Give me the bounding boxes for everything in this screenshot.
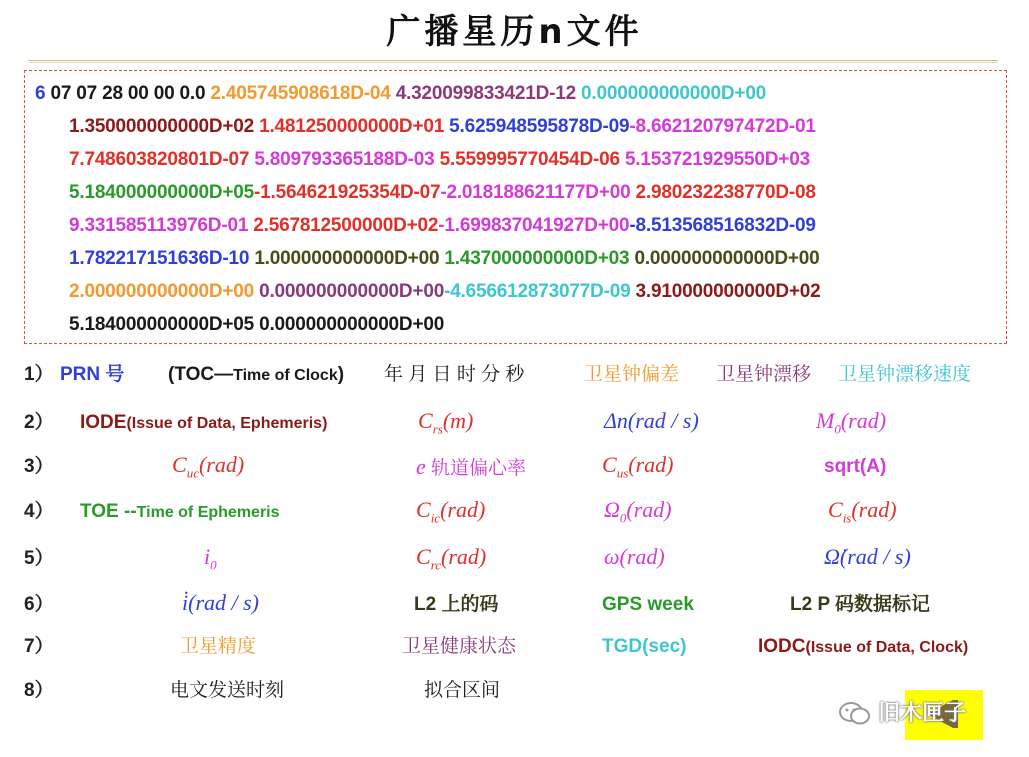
toc-close: )	[337, 364, 345, 385]
omega-unit: (rad)	[619, 544, 665, 569]
data-line-5	[69, 210, 816, 242]
data-line-2	[69, 111, 816, 143]
iodc-description: (Issue of Data, Clock)	[805, 639, 969, 656]
data-value-segment: 1.782217151636D-10	[69, 248, 250, 269]
row-5-number: 5）	[24, 548, 54, 569]
idot-symbol: i̇	[182, 590, 189, 615]
crc-label	[416, 545, 486, 577]
watermark-text: 旧木匣子	[878, 700, 967, 725]
transmission-time-label: 电文发送时刻	[170, 680, 285, 701]
data-value-segment: -1.699837041927D+00	[438, 215, 630, 236]
l2p-flag-label: L2 P 码数据标记	[790, 594, 931, 615]
eccentricity-text: 轨道偏心率	[425, 458, 527, 479]
row-6-number: 6）	[24, 594, 54, 615]
eccentricity-symbol: e	[416, 454, 426, 479]
m0-unit: (rad)	[840, 408, 887, 433]
data-value-segment: 5.559995770454D-06	[434, 149, 620, 170]
wechat-icon	[838, 701, 872, 727]
data-value-segment: 1.481250000000D+01	[254, 116, 445, 137]
data-value-segment: 6	[35, 83, 46, 104]
data-value-segment: 2.567812500000D+02	[248, 215, 439, 236]
data-value-segment: 2.405745908618D-04	[210, 83, 391, 104]
data-line-1	[35, 78, 766, 110]
cuc-subscript: uc	[186, 465, 199, 481]
title-divider	[28, 60, 998, 61]
clock-drift-label: 卫星钟漂移	[716, 364, 812, 385]
crs-subscript: rs	[432, 421, 443, 437]
data-line-8	[69, 309, 444, 341]
data-value-segment: 5.184000000000D+05	[69, 314, 254, 335]
toe-abbr: TOE --	[80, 501, 137, 522]
crs-unit: (m)	[442, 408, 474, 433]
toe-label	[80, 500, 280, 525]
data-value-segment: 4.320099833421D-12	[390, 83, 576, 104]
cus-unit: (rad)	[628, 452, 674, 477]
row-3-number: 3）	[24, 456, 54, 477]
data-line-4	[69, 177, 816, 209]
eccentricity-label	[416, 455, 526, 481]
cic-label	[416, 498, 485, 530]
data-record-box	[24, 70, 1007, 344]
cis-subscript: is	[842, 510, 852, 526]
toe-description: Time of Ephemeris	[136, 504, 280, 521]
page-title: 广播星历n文件	[386, 12, 643, 52]
idot-label	[182, 591, 259, 615]
omega-symbol: ω	[604, 544, 620, 569]
data-line-6	[69, 243, 819, 275]
prn-label: PRN 号	[60, 364, 125, 385]
row-2-number: 2）	[24, 412, 54, 433]
cus-symbol: C	[602, 452, 617, 477]
data-value-segment: 07 07 28 00 00 0.0	[45, 83, 211, 104]
data-value-segment: 1.437000000000D+03	[439, 248, 630, 269]
data-value-segment: 5.809793365188D-03	[249, 149, 435, 170]
tgd-label: TGD(sec)	[602, 636, 687, 657]
iode-label	[80, 411, 327, 436]
data-value-segment: 5.153721929550D+03	[619, 149, 810, 170]
i0-label	[204, 545, 217, 577]
delta-n-label	[604, 409, 699, 433]
data-value-segment: -1.564621925354D-07	[254, 182, 441, 203]
l2-code-label: L2 上的码	[414, 594, 499, 615]
crs-symbol: C	[418, 408, 433, 433]
omega0-label	[604, 498, 672, 530]
omega0-subscript: 0	[619, 510, 627, 526]
date-time-fields: 年 月 日 时 分 秒	[384, 364, 525, 385]
data-value-segment: 7.748603820801D-07	[69, 149, 250, 170]
data-value-segment: 3.910000000000D+02	[630, 281, 821, 302]
data-value-segment: 0.000000000000D+00	[254, 281, 445, 302]
omega-dot-label	[824, 545, 911, 569]
iode-abbr: IODE	[80, 412, 127, 433]
data-value-segment: 5.184000000000D+05	[69, 182, 254, 203]
data-value-segment: -4.656612873077D-09	[444, 281, 631, 302]
row-7-number: 7）	[24, 636, 54, 657]
row-4-number: 4）	[24, 501, 54, 522]
idot-unit: (rad / s)	[188, 590, 260, 615]
gps-week-label: GPS week	[602, 594, 694, 615]
data-value-segment: 0.000000000000D+00	[254, 314, 445, 335]
iodc-abbr: IODC	[758, 636, 806, 657]
data-value-segment: 0.000000000000D+00	[575, 83, 767, 104]
cuc-unit: (rad)	[198, 452, 245, 477]
sv-health-label: 卫星健康状态	[402, 636, 517, 657]
data-value-segment: 1.000000000000D+00	[249, 248, 440, 269]
data-value-segment: 0.000000000000D+00	[629, 248, 820, 269]
row-1-number: 1）	[24, 364, 54, 385]
sqrt-a-label: sqrt(A)	[824, 456, 887, 477]
cic-subscript: ic	[430, 510, 441, 526]
omega0-unit: (rad)	[626, 497, 672, 522]
title-divider-2	[28, 62, 998, 63]
omega-label	[604, 545, 665, 569]
m0-symbol: M	[816, 408, 835, 433]
toc-label	[168, 363, 344, 388]
data-value-segment: 9.331585113976D-01	[69, 215, 249, 236]
data-line-7	[69, 276, 821, 308]
watermark	[838, 695, 966, 731]
data-value-segment: -8.513568516832D-09	[629, 215, 816, 236]
toc-description: Time of Clock	[233, 367, 338, 384]
cis-symbol: C	[828, 497, 843, 522]
omega0-symbol: Ω	[604, 497, 620, 522]
i0-symbol: i	[204, 544, 211, 569]
data-value-segment: 2.000000000000D+00	[69, 281, 254, 302]
row-8-number: 8）	[24, 680, 54, 701]
cic-symbol: C	[416, 497, 431, 522]
crs-label	[418, 409, 473, 441]
cic-unit: (rad)	[440, 497, 486, 522]
delta-n-symbol: Δn	[604, 408, 628, 433]
crc-subscript: rc	[430, 557, 442, 573]
clock-drift-rate-label: 卫星钟漂移速度	[838, 364, 972, 385]
crc-symbol: C	[416, 544, 431, 569]
m0-label	[816, 409, 886, 441]
iode-description: (Issue of Data, Ephemeris)	[126, 415, 328, 432]
data-line-3	[69, 144, 810, 176]
m0-subscript: 0	[834, 421, 841, 437]
cus-subscript: us	[616, 465, 629, 481]
crc-unit: (rad)	[441, 544, 487, 569]
toc-open: (TOC—	[168, 364, 234, 385]
clock-bias-label: 卫星钟偏差	[584, 364, 680, 385]
data-value-segment: -2.018188621177D+00	[440, 182, 631, 203]
sv-accuracy-label: 卫星精度	[180, 636, 257, 657]
delta-n-unit: (rad / s)	[627, 408, 699, 433]
iodc-label	[758, 635, 968, 660]
cuc-label	[172, 453, 244, 485]
omega-dot-symbol: Ω̇	[824, 544, 840, 569]
cis-label	[828, 498, 897, 530]
i0-subscript: 0	[210, 557, 217, 573]
cus-label	[602, 453, 673, 485]
cis-unit: (rad)	[851, 497, 897, 522]
omega-dot-unit: (rad / s)	[839, 544, 911, 569]
data-value-segment: 2.980232238770D-08	[630, 182, 816, 203]
cuc-symbol: C	[172, 452, 187, 477]
data-value-segment: 1.350000000000D+02	[69, 116, 254, 137]
fit-interval-label: 拟合区间	[424, 680, 501, 701]
data-value-segment: -8.662120797472D-01	[629, 116, 816, 137]
data-value-segment: 5.625948595878D-09	[444, 116, 630, 137]
